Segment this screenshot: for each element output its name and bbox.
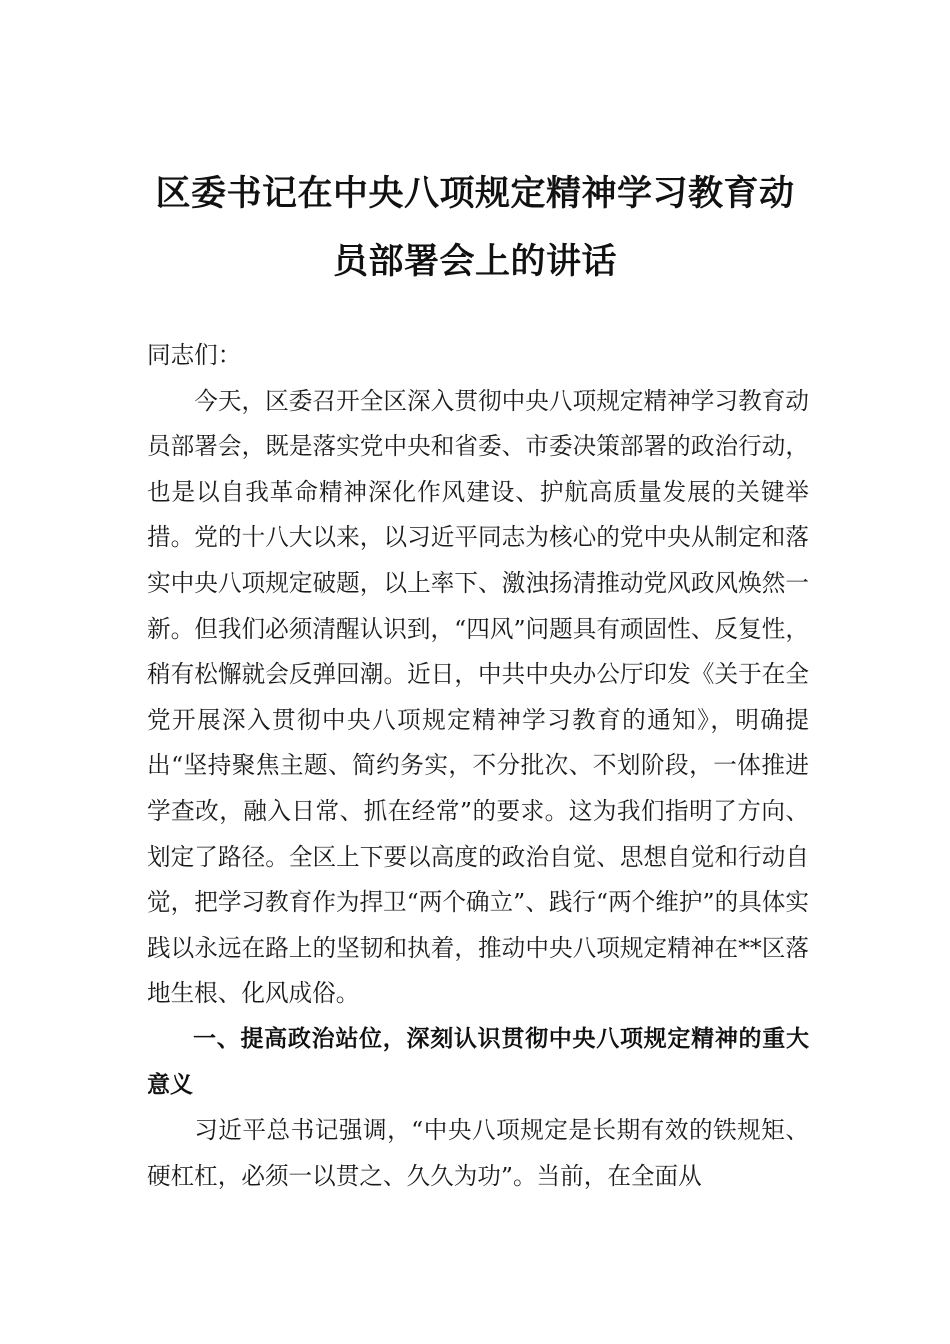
document-body — [147, 333, 809, 1199]
paragraph-section-1: 习近平总书记强调，“中央八项规定是长期有效的铁规矩、硬杠杠，必须一以贯之、久久为功”。当前，在全面从 — [147, 1116, 809, 1190]
title-line-2: 员部署会上的讲话 — [332, 241, 617, 282]
salutation: 同志们： — [147, 341, 242, 369]
document-title — [150, 160, 800, 296]
title-line-1: 区委书记在中央八项规定精神学习教育动 — [155, 173, 795, 214]
section-heading-1: 一、提高政治站位，深刻认识贯彻中央八项规定精神的重大意义 — [147, 1025, 809, 1098]
paragraph-intro: 今天，区委召开全区深入贯彻中央八项规定精神学习教育动员部署会，既是落实党中央和省委、市委决策部署的政治行动，也是以自我革命精神深化作风建设、护航高质量发展的关键举措。党的十八大以来，以习近平同志为核心的党中央从制定和落实中央八项规定破题，以上率下、激浊扬清推动党风政风焕然一新。但我们必须清醒认识到，“四风”问题具有顽固性、反复性，稍有松懈就会反弹回潮。近日，中共中央办公厅印发《关于在全党开展深入贯彻中央八项规定精神学习教育的通知》，明确提出“坚持聚焦主题、简约务实，不分批次、不划阶段，一体推进学查改，融入日常、抓在经常”的要求。这为我们指明了方向、划定了路径。全区上下要以高度的政治自觉、思想自觉和行动自觉，把学习教育作为捍卫“两个确立”、践行“两个维护”的具体实践以永远在路上的坚韧和执着，推动中央八项规定精神在**区落地生根、化风成俗。 — [147, 386, 809, 1008]
